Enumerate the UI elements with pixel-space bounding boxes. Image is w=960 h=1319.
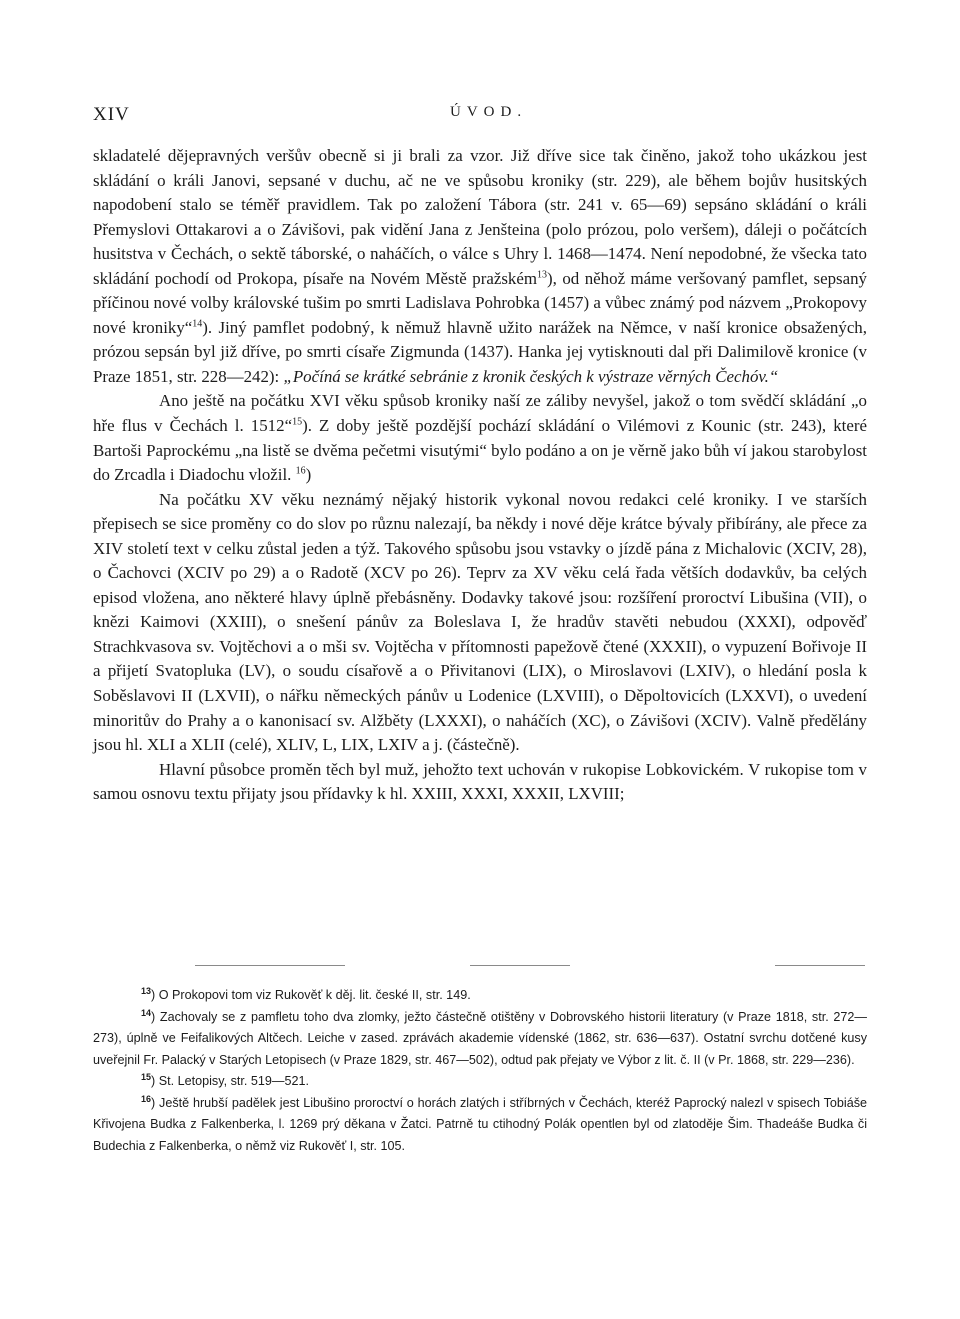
paragraph-1-part-a: skladatelé dějepravných veršův obecně si ji brali za vzor. Již dříve sice tak činěno, jakož toho ukázkou jest skládání o králi Janovi, sepsané v duchu, ač ne ve spůsobu kroniky (str. 229), ale během bojův husitských napodobení stalo se téměř pravidlem. Tak po založení Tábora (str. 241 v. 65—69) sepsáno skládání o králi Přemyslovi Ottakarovi a o Závišovi, pak vidění Jana z Jenšteina (polo prózou, polo veršem), dáleji o počátcích husitstva v Čechách, o sektě táborské, o naháčích, o válce s Uhry l. 1468—1474. Není nepodobné, že všecka tato skládání pochodí od Prokopa, písaře na Novém Městě pražském: [93, 146, 867, 288]
running-title: ÚVOD.: [450, 104, 528, 120]
paragraph-3: Na počátku XV věku neznámý nějaký historik vykonal novou redakci celé kroniky. I ve starších přepisech se sice proměny co do slov po různu nalezají, ba někdy i nové děje krátce bývaly přibírány, ale přece za XIV století text v celku zůstal jeden a týž. Takového spůsobu jsou vstavky o jízdě pána z Michalovic (XCIV, 28), o Čachovci (XCIV po 29) a o Radotě (XCV po 26). Teprv za XV věku celá řada větších dodavkův, ba celých episod vložena, ano některé hlavy úplně přebásněny. Dodavky takové jsou: rozšíření proroctví Libušina (VII), o knězi Kaimovi (XXIII), o snešení pánův za Boleslava I, že hradův stavěti nebudou (XXXI), odpověď Strachkvasova sv. Vojtěchovi a o mši sv. Vojtěcha v přítomnosti papežově čtené (XXXII), o vypuzení Bořivoje II a přijetí Svatopluka (LV), o soudu císařově a o Přivitanovi (LIX), o Miroslavovi (LXIV), o hledání posla k Soběslavovi II (LXVII), o nářku německých pánův u Lodenice (LXVIII), o Děpoltovicích (LXXVI), o uvedení minoritův do Prahy a o kanonisací sv. Alžběty (LXXXI), o naháčích (XC), o Závišovi (XCIV). Valně předělány jsou hl. XLI a XLII (celé), XLIV, L, LIX, LXIV a j. (částečně).: [93, 489, 867, 755]
footnote-ref-15[interactable]: 15: [292, 416, 303, 428]
footnote-14: [93, 1007, 867, 1072]
footnote-ref-16[interactable]: 16: [295, 465, 306, 477]
footnote-ref-13[interactable]: 13: [537, 269, 548, 281]
footnote-number: 13: [141, 985, 152, 996]
page-number: XIV: [93, 104, 130, 125]
footnote-text: ) Zachovaly se z pamfletu toho dva zlomky, ježto částečně otištěny v Dobrovského historii literatury (v Praze 1818, str. 272—273), úplně ve Feifalikových Altčech. Leiche v zased. zprávách akademie vídenské (1862, str. 636—637). Ostatní svrchu dotčené kusy uveřejnil Fr. Palacký v Starých Letopisech (v Praze 1829, str. 467—502), odtud pak přejaty ve Výbor z lit. č. II (v Pr. 1868, str. 229—236).: [93, 1009, 867, 1067]
paragraph-1-italic-title: „Počíná se krátké sebránie z kronik českých k výstraze věrných Čechóv.“: [283, 366, 779, 386]
footnote-separator-left: [195, 965, 345, 966]
footnote-separator-right: [775, 965, 865, 966]
footnote-separator-center: [470, 965, 570, 966]
paragraph-1: [93, 144, 867, 389]
footnote-16: [93, 1093, 867, 1158]
footnote-ref-14[interactable]: 14: [192, 318, 203, 330]
footnote-number: 16: [141, 1093, 152, 1104]
footnote-text: ) Ještě hrubší padělek jest Libušino proroctví o horách zlatých i stříbrných v Čechách, kteréž Paprocký nalezl v spisech Tobiáše Křivojena Budka z Falkenberka, l. 1269 prý děkana v Žatci. Patrně tu ctihodný Polák opentlen byl od zlatoděje Šim. Thadeáše Budka či Budechia z Falkenberka, o němž viz Rukověť I, str. 105.: [93, 1095, 867, 1153]
paragraph-1-part-b: ), od něhož máme veršovaný pamflet, sepsaný příčinou nové volby královské tušim po smrti Ladislava Pohrobka (1457) a vůbec známý pod názvem „Prokopovy nové kroniky“: [93, 268, 867, 337]
main-text: [93, 144, 867, 807]
paragraph-2-part-c: ): [305, 465, 312, 485]
paragraph-2-part-b: ). Z doby ještě pozdější pochází skládání o Vilémovi z Kounic (str. 243), které Bartoši Paprockému „na listě se dvěma pečetmi visutými“ bylo podáno a on je věrně jako bůh ví jakou starobylost do Zrcadla i Diadochu vložil.: [93, 416, 867, 485]
paragraph-4: Hlavní působce proměn těch byl muž, jehožto text uchován v rukopise Lobkovickém. V rukopise tom v samou osnovu textu přijaty jsou přídavky k hl. XXIII, XXXI, XXXII, LXVIII;: [93, 759, 867, 804]
footnote-text: ) St. Letopisy, str. 519—521.: [151, 1074, 309, 1088]
footnotes: [93, 985, 867, 1157]
paragraph-2: [93, 389, 867, 487]
footnote-15: [93, 1071, 867, 1093]
footnote-text: ) O Prokopovi tom viz Rukověť k děj. lit. české II, str. 149.: [151, 988, 471, 1002]
paragraph-2-part-a: Ano ještě na počátku XVI věku spůsob kroniky naší ze záliby nevyšel, jakož o tom svědčí skládání „o hře flus v Čechách l. 1512“: [93, 391, 867, 436]
footnote-number: 15: [141, 1071, 152, 1082]
footnote-13: [93, 985, 867, 1007]
paragraph-1-part-c: ). Jiný pamflet podobný, k němuž hlavně užito narážek na Němce, v naší kronice obsažených, prózou sepsán byl již dříve, po smrti císaře Zigmunda (1437). Hanka jej vytisknouti dal při Dalimilově kronice (v Praze 1851, str. 228—242):: [93, 317, 867, 386]
footnote-number: 14: [141, 1007, 152, 1018]
